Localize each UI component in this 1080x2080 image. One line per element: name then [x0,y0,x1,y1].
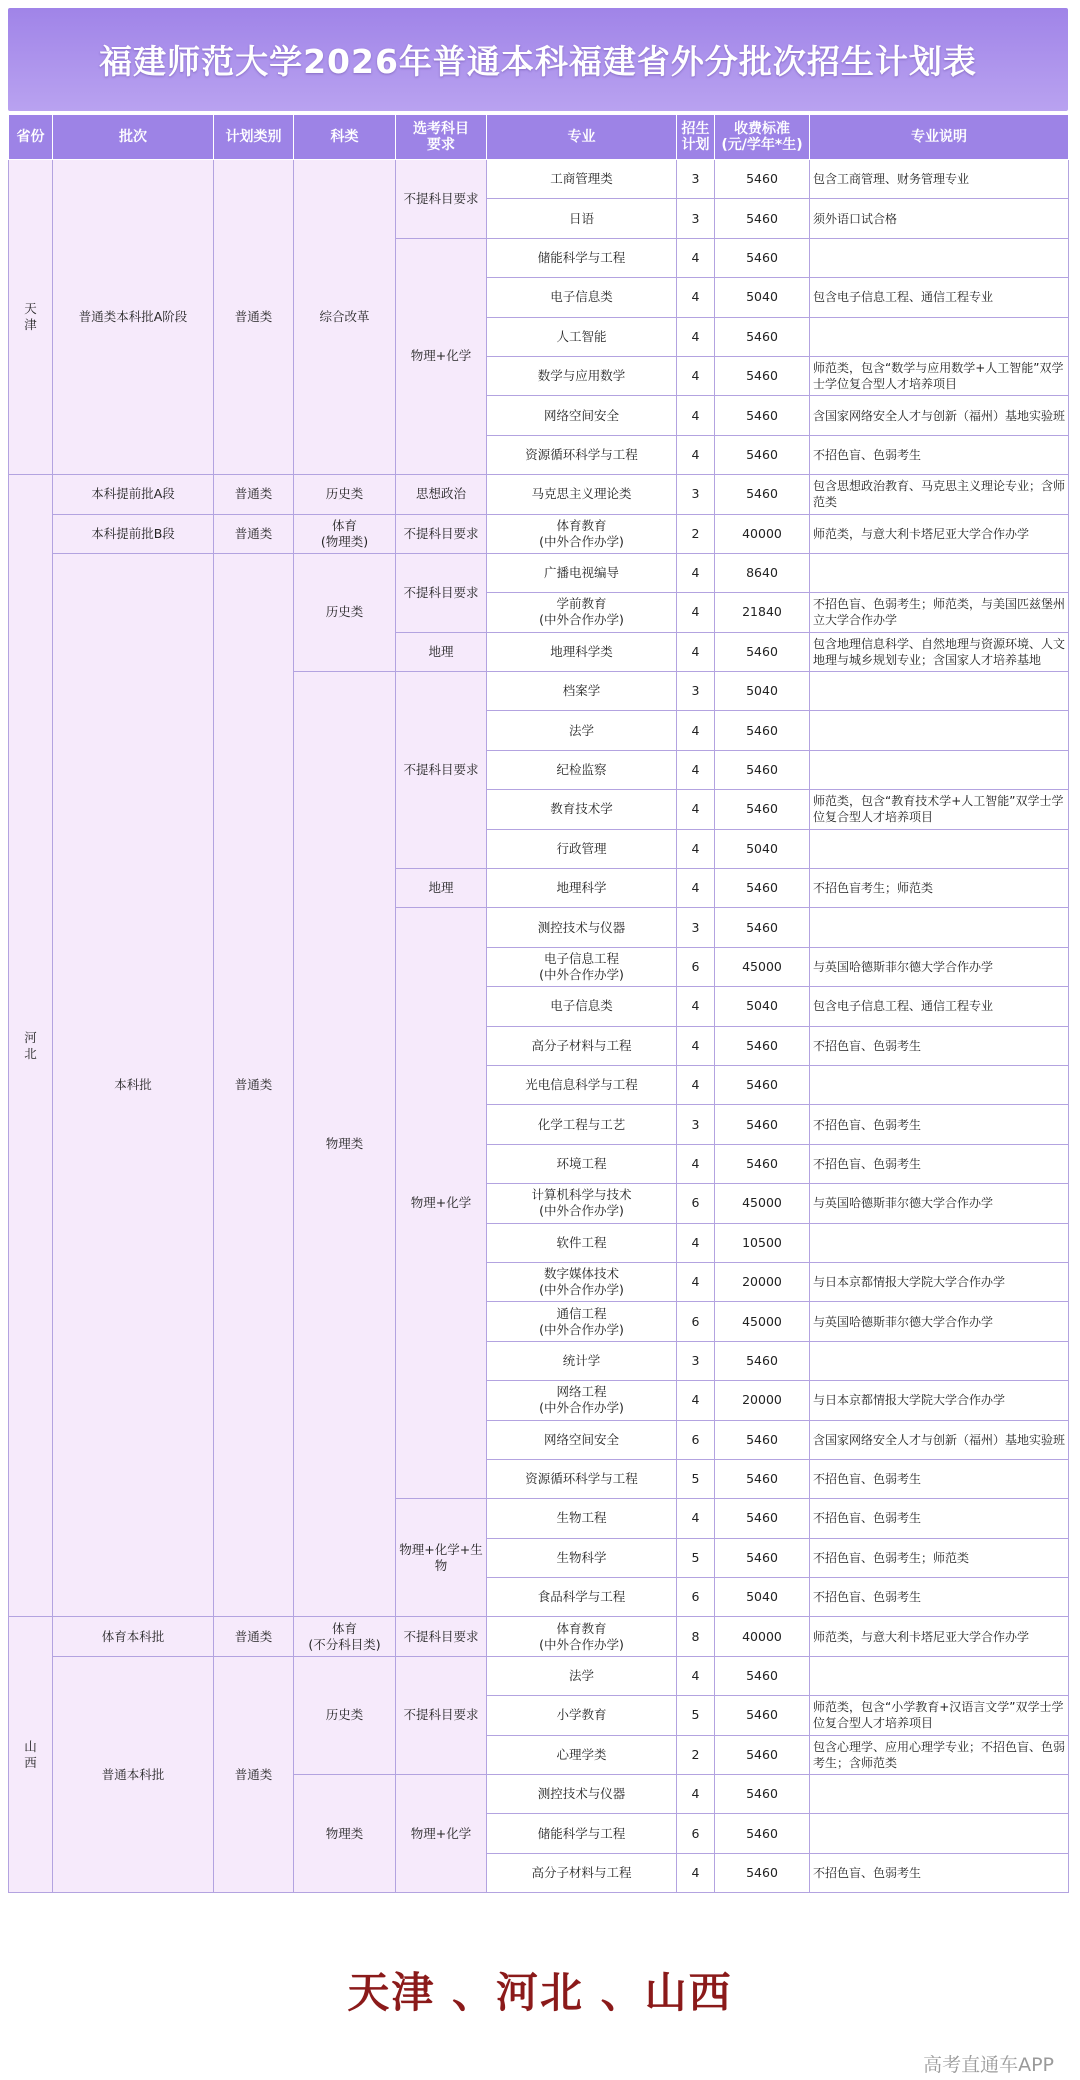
table-cell: 5460 [715,1459,810,1498]
table-cell: 储能科学与工程 [487,1814,677,1853]
major-note-cell: 不招色盲、色弱考生 [810,1459,1069,1498]
group-cell: 体育 (物理类) [294,514,396,553]
major-note-cell: 师范类，与意大利卡塔尼亚大学合作办学 [810,514,1069,553]
table-cell: 生物科学 [487,1538,677,1577]
table-cell: 4 [677,829,715,868]
table-cell: 5460 [715,1499,810,1538]
table-cell: 4 [677,750,715,789]
major-note-cell: 不招色盲、色弱考生 [810,435,1069,474]
table-cell: 8640 [715,553,810,592]
header-batch: 批次 [53,115,214,160]
header-required-subjects: 选考科目 要求 [396,115,487,160]
table-cell: 广播电视编导 [487,553,677,592]
table-cell: 化学工程与工艺 [487,1105,677,1144]
table-cell: 5460 [715,1144,810,1183]
table-row [9,553,1069,592]
table-cell: 生物工程 [487,1499,677,1538]
table-cell: 40000 [715,514,810,553]
table-cell: 纪检监察 [487,750,677,789]
table-cell: 8 [677,1617,715,1656]
header-plan-category: 计划类别 [214,115,294,160]
major-note-cell: 包含电子信息工程、通信工程专业 [810,278,1069,317]
table-cell: 4 [677,1656,715,1695]
group-cell: 不提科目要求 [396,160,487,239]
table-cell: 6 [677,1814,715,1853]
table-cell: 4 [677,632,715,671]
table-cell: 5460 [715,1814,810,1853]
table-cell: 日语 [487,199,677,238]
group-cell: 历史类 [294,553,396,671]
table-cell: 5460 [715,711,810,750]
table-cell: 5460 [715,1775,810,1814]
table-row [9,475,1069,514]
enrollment-plan-table [8,114,1069,1893]
group-cell: 物理类 [294,672,396,1617]
table-cell: 5460 [715,1065,810,1104]
table-cell: 地理科学 [487,869,677,908]
table-cell: 6 [677,947,715,986]
major-note-cell: 师范类，包含“小学教育+汉语言文学”双学士学位复合型人才培养项目 [810,1696,1069,1735]
table-cell: 4 [677,987,715,1026]
major-note-cell: 与英国哈德斯菲尔德大学合作办学 [810,1302,1069,1341]
header-major-notes: 专业说明 [810,115,1069,160]
table-cell: 6 [677,1302,715,1341]
table-cell: 5460 [715,1696,810,1735]
group-cell: 普通类本科批A阶段 [53,160,214,475]
major-note-cell [810,238,1069,277]
table-cell: 45000 [715,1302,810,1341]
table-cell: 5460 [715,632,810,671]
header-subject-type: 科类 [294,115,396,160]
table-row [9,1617,1069,1656]
table-cell: 环境工程 [487,1144,677,1183]
table-cell: 5460 [715,1735,810,1774]
group-cell: 普通类 [214,514,294,553]
table-cell: 心理学类 [487,1735,677,1774]
table-cell: 数字媒体技术 (中外合作办学) [487,1262,677,1301]
group-cell: 地理 [396,869,487,908]
group-cell: 体育本科批 [53,1617,214,1656]
group-cell: 体育 (不分科目类) [294,1617,396,1656]
table-cell: 光电信息科学与工程 [487,1065,677,1104]
table-cell: 4 [677,317,715,356]
table-cell: 5460 [715,160,810,199]
major-note-cell: 师范类，与意大利卡塔尼亚大学合作办学 [810,1617,1069,1656]
table-cell: 2 [677,514,715,553]
major-note-cell [810,750,1069,789]
group-cell: 本科提前批B段 [53,514,214,553]
group-cell: 物理类 [294,1775,396,1893]
group-cell: 物理+化学 [396,908,487,1499]
table-cell: 5460 [715,475,810,514]
table-cell: 6 [677,1420,715,1459]
major-note-cell [810,1775,1069,1814]
table-header [9,115,1069,160]
major-note-cell: 与日本京都情报大学院大学合作办学 [810,1262,1069,1301]
table-cell: 2 [677,1735,715,1774]
table-cell: 档案学 [487,672,677,711]
group-cell: 普通类 [214,475,294,514]
major-note-cell [810,829,1069,868]
header-province: 省份 [9,115,53,160]
table-cell: 网络空间安全 [487,1420,677,1459]
table-cell: 教育技术学 [487,790,677,829]
table-cell: 4 [677,1065,715,1104]
table-cell: 数学与应用数学 [487,356,677,395]
major-note-cell: 不招色盲、色弱考生 [810,1853,1069,1892]
table-cell: 20000 [715,1381,810,1420]
table-cell: 5460 [715,1105,810,1144]
table-cell: 4 [677,278,715,317]
table-cell: 工商管理类 [487,160,677,199]
table-cell: 5460 [715,317,810,356]
table-cell: 5040 [715,1578,810,1617]
table-cell: 4 [677,356,715,395]
table-cell: 4 [677,790,715,829]
table-cell: 统计学 [487,1341,677,1380]
table-cell: 4 [677,553,715,592]
table-cell: 6 [677,1184,715,1223]
major-note-cell: 与英国哈德斯菲尔德大学合作办学 [810,1184,1069,1223]
group-cell: 普通本科批 [53,1656,214,1892]
group-cell: 天 津 [9,160,53,475]
table-cell: 5040 [715,672,810,711]
major-note-cell: 与英国哈德斯菲尔德大学合作办学 [810,947,1069,986]
header-quota: 招生 计划 [677,115,715,160]
table-cell: 5460 [715,1026,810,1065]
table-cell: 5460 [715,1656,810,1695]
table-cell: 5460 [715,869,810,908]
title-banner [8,8,1068,111]
table-row [9,514,1069,553]
table-cell: 法学 [487,1656,677,1695]
table-cell: 6 [677,1578,715,1617]
table-cell: 3 [677,908,715,947]
major-note-cell [810,553,1069,592]
group-cell: 历史类 [294,1656,396,1774]
group-cell: 综合改革 [294,160,396,475]
table-row [9,1656,1069,1695]
major-note-cell [810,711,1069,750]
table-cell: 储能科学与工程 [487,238,677,277]
table-cell: 5460 [715,1853,810,1892]
major-note-cell: 包含地理信息科学、自然地理与资源环境、人文地理与城乡规划专业；含国家人才培养基地 [810,632,1069,671]
major-note-cell: 不招色盲、色弱考生；师范类，与美国匹兹堡州立大学合作办学 [810,593,1069,632]
table-cell: 5460 [715,238,810,277]
table-cell: 5460 [715,1341,810,1380]
table-row [9,160,1069,199]
major-note-cell [810,1223,1069,1262]
table-body [9,160,1069,1893]
table-cell: 4 [677,435,715,474]
table-cell: 5460 [715,790,810,829]
table-cell: 小学教育 [487,1696,677,1735]
table-cell: 5 [677,1696,715,1735]
header-major: 专业 [487,115,677,160]
group-cell: 物理+化学 [396,238,487,474]
table-cell: 4 [677,1262,715,1301]
table-cell: 4 [677,1499,715,1538]
group-cell: 物理+化学 [396,1775,487,1893]
table-cell: 5460 [715,1420,810,1459]
table-cell: 3 [677,199,715,238]
table-cell: 5 [677,1459,715,1498]
group-cell: 地理 [396,632,487,671]
major-note-cell [810,317,1069,356]
table-cell: 马克思主义理论类 [487,475,677,514]
group-cell: 普通类 [214,160,294,475]
major-note-cell: 与日本京都情报大学院大学合作办学 [810,1381,1069,1420]
table-cell: 资源循环科学与工程 [487,1459,677,1498]
major-note-cell [810,1065,1069,1104]
table-cell: 电子信息类 [487,987,677,1026]
major-note-cell [810,672,1069,711]
page-title: 福建师范大学2026年普通本科福建省外分批次招生计划表 [99,42,977,81]
table-cell: 20000 [715,1262,810,1301]
major-note-cell: 不招色盲、色弱考生 [810,1105,1069,1144]
table-cell: 高分子材料与工程 [487,1853,677,1892]
major-note-cell: 师范类，包含“教育技术学+人工智能”双学士学位复合型人才培养项目 [810,790,1069,829]
table-cell: 5460 [715,199,810,238]
major-note-cell: 不招色盲、色弱考生 [810,1144,1069,1183]
table-cell: 食品科学与工程 [487,1578,677,1617]
group-cell: 不提科目要求 [396,514,487,553]
major-note-cell: 不招色盲、色弱考生 [810,1499,1069,1538]
group-cell: 本科批 [53,553,214,1617]
table-cell: 3 [677,475,715,514]
table-cell: 5040 [715,278,810,317]
major-note-cell: 不招色盲、色弱考生 [810,1578,1069,1617]
major-note-cell: 包含思想政治教育、马克思主义理论专业；含师范类 [810,475,1069,514]
table-cell: 4 [677,1026,715,1065]
table-cell: 行政管理 [487,829,677,868]
group-cell: 普通类 [214,1617,294,1656]
table-cell: 地理科学类 [487,632,677,671]
table-cell: 体育教育 (中外合作办学) [487,1617,677,1656]
table-cell: 学前教育 (中外合作办学) [487,593,677,632]
major-note-cell [810,1341,1069,1380]
table-cell: 3 [677,1341,715,1380]
provinces-footer-title: 天津 、河北 、山西 [347,1968,733,2017]
table-cell: 5460 [715,396,810,435]
group-cell: 河 北 [9,475,53,1617]
major-note-cell [810,1656,1069,1695]
table-cell: 4 [677,593,715,632]
table-cell: 4 [677,1853,715,1892]
table-cell: 人工智能 [487,317,677,356]
table-cell: 5040 [715,987,810,1026]
table-cell: 3 [677,1105,715,1144]
table-cell: 21840 [715,593,810,632]
group-cell: 山 西 [9,1617,53,1893]
table-cell: 5460 [715,908,810,947]
major-note-cell: 须外语口试合格 [810,199,1069,238]
group-cell: 普通类 [214,553,294,1617]
major-note-cell: 含国家网络安全人才与创新（福州）基地实验班 [810,1420,1069,1459]
group-cell: 不提科目要求 [396,1656,487,1774]
table-cell: 通信工程 (中外合作办学) [487,1302,677,1341]
group-cell: 思想政治 [396,475,487,514]
table-cell: 电子信息类 [487,278,677,317]
table-cell: 测控技术与仪器 [487,1775,677,1814]
table-cell: 高分子材料与工程 [487,1026,677,1065]
table-cell: 45000 [715,947,810,986]
major-note-cell: 包含心理学、应用心理学专业；不招色盲、色弱考生；含师范类 [810,1735,1069,1774]
table-cell: 4 [677,238,715,277]
table-cell: 5040 [715,829,810,868]
table-cell: 体育教育 (中外合作办学) [487,514,677,553]
major-note-cell: 不招色盲、色弱考生 [810,1026,1069,1065]
table-cell: 3 [677,672,715,711]
table-cell: 5 [677,1538,715,1577]
major-note-cell: 含国家网络安全人才与创新（福州）基地实验班 [810,396,1069,435]
table-cell: 电子信息工程 (中外合作办学) [487,947,677,986]
group-cell: 不提科目要求 [396,1617,487,1656]
major-note-cell: 不招色盲考生；师范类 [810,869,1069,908]
group-cell: 普通类 [214,1656,294,1892]
major-note-cell: 包含工商管理、财务管理专业 [810,160,1069,199]
table-cell: 软件工程 [487,1223,677,1262]
table-cell: 45000 [715,1184,810,1223]
header-tuition: 收费标准 (元/学年*生) [715,115,810,160]
major-note-cell: 包含电子信息工程、通信工程专业 [810,987,1069,1026]
table-cell: 法学 [487,711,677,750]
table-cell: 计算机科学与技术 (中外合作办学) [487,1184,677,1223]
app-watermark: 高考直通车APP [923,2054,1054,2076]
group-cell: 不提科目要求 [396,672,487,869]
table-cell: 4 [677,1381,715,1420]
major-note-cell [810,1814,1069,1853]
table-cell: 4 [677,1775,715,1814]
table-cell: 4 [677,396,715,435]
table-cell: 4 [677,1144,715,1183]
table-cell: 4 [677,869,715,908]
group-cell: 历史类 [294,475,396,514]
table-cell: 5460 [715,435,810,474]
table-cell: 网络空间安全 [487,396,677,435]
table-cell: 10500 [715,1223,810,1262]
table-cell: 4 [677,1223,715,1262]
group-cell: 本科提前批A段 [53,475,214,514]
major-note-cell: 不招色盲、色弱考生；师范类 [810,1538,1069,1577]
table-cell: 4 [677,711,715,750]
table-cell: 5460 [715,356,810,395]
table-cell: 测控技术与仪器 [487,908,677,947]
major-note-cell [810,908,1069,947]
group-cell: 物理+化学+生 物 [396,1499,487,1617]
group-cell: 不提科目要求 [396,553,487,632]
table-cell: 网络工程 (中外合作办学) [487,1381,677,1420]
table-cell: 5460 [715,750,810,789]
table-cell: 资源循环科学与工程 [487,435,677,474]
table-cell: 5460 [715,1538,810,1577]
table-cell: 3 [677,160,715,199]
table-cell: 40000 [715,1617,810,1656]
major-note-cell: 师范类，包含“数学与应用数学+人工智能”双学士学位复合型人才培养项目 [810,356,1069,395]
